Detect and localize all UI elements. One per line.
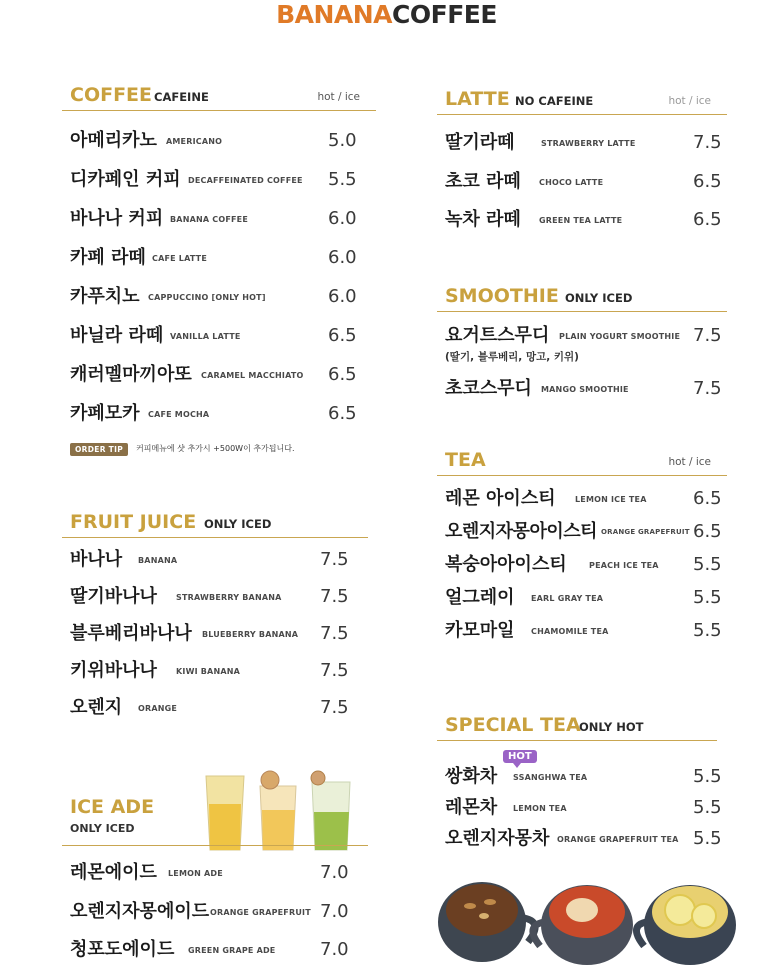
- item-price: 7.5: [693, 132, 722, 153]
- coffee-subtitle: CAFEINE: [154, 90, 209, 104]
- item-price: 6.5: [328, 325, 357, 346]
- menu-item-orange-grapefruit-ade[interactable]: [70, 899, 368, 929]
- menu-item-chamomile[interactable]: [445, 618, 727, 648]
- item-name-en: CHOCO LATTE: [539, 178, 604, 187]
- coffee-title: COFFEE: [70, 84, 153, 106]
- tea-hot-ice-label: hot / ice: [668, 456, 711, 468]
- item-price: 5.5: [693, 554, 722, 575]
- item-name-ko: 녹차 라떼: [445, 209, 521, 230]
- menu-item-banana[interactable]: [70, 547, 368, 577]
- item-name-ko: 카페모카: [70, 403, 140, 424]
- item-price: 7.5: [693, 378, 722, 399]
- item-name-en: LEMON TEA: [513, 804, 567, 813]
- special-tea-section: [437, 710, 722, 849]
- item-price: 7.5: [693, 325, 722, 346]
- menu-item-strawberry-banana[interactable]: [70, 584, 368, 614]
- item-name-en: CHAMOMILE TEA: [531, 627, 609, 636]
- menu-item-choco-smoothie[interactable]: [445, 376, 727, 406]
- order-tip-badge: ORDER TIP: [70, 443, 128, 456]
- item-name-ko: 바나나 커피: [70, 208, 164, 229]
- item-name-ko: 카페 라떼: [70, 247, 146, 268]
- item-name-en: ORANGE GRAPEFRUIT: [601, 528, 690, 536]
- fruit-juice-header: [62, 507, 368, 538]
- item-price: 7.0: [320, 901, 349, 922]
- item-name-ko: 딸기바나나: [70, 586, 157, 607]
- smoothie-subtitle: ONLY ICED: [565, 291, 633, 305]
- item-name-en: BANANA COFFEE: [170, 215, 248, 224]
- item-price: 6.5: [328, 403, 357, 424]
- menu-item-banana-coffee[interactable]: [70, 206, 376, 236]
- item-name-ko: 오렌지자몽에이드: [70, 901, 210, 922]
- item-name-ko: 딸기라떼: [445, 132, 515, 153]
- item-price: 6.5: [693, 488, 722, 509]
- item-name-ko: 복숭아아이스티: [445, 554, 567, 575]
- item-name-ko: 바나나: [70, 549, 123, 570]
- menu-item-kiwi-banana[interactable]: [70, 658, 368, 688]
- item-price: 5.5: [693, 766, 722, 787]
- coffee-header: [62, 80, 376, 111]
- smoothie-section: [437, 281, 727, 399]
- menu-item-strawberry-latte[interactable]: [445, 130, 727, 160]
- menu-item-orange-grapefruit-ice-tea[interactable]: [445, 519, 727, 549]
- item-name-en: STRAWBERRY BANANA: [176, 593, 282, 602]
- item-price: 5.0: [328, 130, 357, 151]
- item-name-ko: 쌍화차: [445, 766, 498, 787]
- menu-item-vanilla-latte[interactable]: [70, 323, 376, 353]
- menu-item-americano[interactable]: [70, 128, 376, 158]
- ice-ade-header: [62, 796, 368, 822]
- latte-subtitle: NO CAFEINE: [515, 94, 594, 108]
- item-name-en: BLUEBERRY BANANA: [202, 630, 299, 639]
- item-price: 5.5: [693, 587, 722, 608]
- item-name-ko: 바닐라 라떼: [70, 325, 164, 346]
- smoothie-title: SMOOTHIE: [445, 285, 559, 307]
- item-name-en: CARAMEL MACCHIATO: [201, 371, 304, 380]
- item-price: 7.0: [320, 939, 349, 960]
- ice-ade-divider: [62, 845, 368, 846]
- hot-badge: HOT: [503, 750, 537, 763]
- order-tip-text: 커피메뉴에 샷 추가시 +500W이 추가됩니다.: [136, 444, 295, 453]
- menu-item-orange-grapefruit-tea[interactable]: [445, 826, 722, 856]
- item-name-en: BANANA: [138, 556, 178, 565]
- menu-item-cafe-mocha[interactable]: [70, 401, 376, 431]
- item-name-ko: 청포도에이드: [70, 939, 175, 960]
- item-price: 7.5: [320, 549, 349, 570]
- item-price: 7.5: [320, 623, 349, 644]
- item-price: 6.5: [693, 171, 722, 192]
- item-name-en: ORANGE GRAPEFRUIT TEA: [557, 835, 679, 844]
- item-name-ko: 디카페인 커피: [70, 169, 181, 190]
- item-price: 6.5: [693, 521, 722, 542]
- menu-item-ssanghwa-tea[interactable]: [445, 764, 722, 794]
- menu-item-peach-ice-tea[interactable]: [445, 552, 727, 582]
- menu-item-caramel-macchiato[interactable]: [70, 362, 376, 392]
- item-name-en: VANILLA LATTE: [170, 332, 241, 341]
- item-name-ko: 아메리카노: [70, 130, 157, 151]
- tea-section: [437, 445, 727, 641]
- special-tea-title: SPECIAL TEA: [445, 714, 581, 736]
- menu-item-decaf[interactable]: [70, 167, 376, 197]
- item-price: 5.5: [693, 620, 722, 641]
- item-name-ko: 오렌지: [70, 697, 123, 718]
- item-price: 7.5: [320, 660, 349, 681]
- menu-item-lemon-tea[interactable]: [445, 795, 722, 825]
- item-name-ko: 초코 라떼: [445, 171, 521, 192]
- menu-item-choco-latte[interactable]: [445, 169, 727, 199]
- latte-section: [437, 84, 727, 230]
- tea-cups-image: [432, 870, 742, 968]
- special-tea-subtitle: ONLY HOT: [579, 720, 644, 734]
- item-name-ko: 초코스무디: [445, 378, 532, 399]
- coffee-hot-ice-label: hot / ice: [317, 91, 360, 103]
- smoothie-flavor-note: (딸기, 블루베리, 망고, 키위): [445, 351, 579, 363]
- item-name-en: GREEN GRAPE ADE: [188, 946, 276, 955]
- item-price: 6.5: [328, 364, 357, 385]
- item-price: 6.0: [328, 208, 357, 229]
- item-name-en: GREEN TEA LATTE: [539, 216, 623, 225]
- item-name-ko: 키위바나나: [70, 660, 157, 681]
- item-price: 5.5: [328, 169, 357, 190]
- item-name-en: ORANGE GRAPEFRUIT: [210, 908, 311, 917]
- item-name-en: LEMON ADE: [168, 869, 223, 878]
- item-price: 5.5: [693, 828, 722, 849]
- item-name-ko: 블루베리바나나: [70, 623, 192, 644]
- item-name-en: PEACH ICE TEA: [589, 561, 659, 570]
- tea-title: TEA: [445, 449, 486, 471]
- item-name-ko: 레몬에이드: [70, 862, 157, 883]
- item-price: 7.5: [320, 586, 349, 607]
- item-price: 7.0: [320, 862, 349, 883]
- menu-item-orange[interactable]: [70, 695, 368, 725]
- logo-part-banana: BANANA: [276, 0, 393, 29]
- menu-item-green-tea-latte[interactable]: [445, 207, 727, 237]
- ice-ade-section: [62, 796, 368, 960]
- menu-item-cappuccino[interactable]: [70, 284, 376, 314]
- smoothie-header: [437, 281, 727, 312]
- ice-ade-subtitle: ONLY ICED: [70, 822, 135, 835]
- item-price: 6.0: [328, 247, 357, 268]
- fruit-juice-section: [62, 507, 368, 718]
- item-name-en: ORANGE: [138, 704, 178, 713]
- item-price: 6.0: [328, 286, 357, 307]
- item-name-en: CAFE LATTE: [152, 254, 208, 263]
- item-name-ko: 오렌지자몽차: [445, 828, 550, 849]
- item-name-ko: 얼그레이: [445, 587, 515, 608]
- item-name-en: KIWI BANANA: [176, 667, 241, 676]
- item-name-en: SSANGHWA TEA: [513, 773, 588, 782]
- item-name-ko: 레몬차: [445, 797, 498, 818]
- menu-item-earl-grey[interactable]: [445, 585, 727, 615]
- item-name-en: CAPPUCCINO [ONLY HOT]: [148, 293, 266, 302]
- item-name-ko: 카푸치노: [70, 286, 140, 307]
- fruit-juice-title: FRUIT JUICE: [70, 511, 197, 533]
- special-tea-header: [437, 710, 717, 741]
- item-name-ko: 오렌지자몽아이스티: [445, 521, 597, 542]
- menu-item-blueberry-banana[interactable]: [70, 621, 368, 651]
- menu-item-lemon-ice-tea[interactable]: [445, 486, 727, 516]
- menu-item-green-grape-ade[interactable]: [70, 937, 368, 967]
- brand-logo: [0, 0, 773, 30]
- latte-title: LATTE: [445, 88, 510, 110]
- item-name-en: CAFE MOCHA: [148, 410, 210, 419]
- coffee-section: [62, 80, 376, 424]
- item-price: 6.5: [693, 209, 722, 230]
- item-name-en: MANGO SMOOTHIE: [541, 385, 629, 394]
- item-price: 5.5: [693, 797, 722, 818]
- item-name-ko: 요거트스무디: [445, 325, 550, 346]
- tea-header: [437, 445, 727, 476]
- fruit-juice-subtitle: ONLY ICED: [204, 517, 272, 531]
- logo-part-coffee: COFFEE: [392, 0, 497, 29]
- latte-hot-ice-label: hot / ice: [668, 95, 711, 107]
- menu-item-lemon-ade[interactable]: [70, 860, 368, 890]
- item-name-en: EARL GRAY TEA: [531, 594, 604, 603]
- item-name-en: LEMON ICE TEA: [575, 495, 647, 504]
- item-name-en: STRAWBERRY LATTE: [541, 139, 636, 148]
- latte-header: [437, 84, 727, 115]
- item-name-en: DECAFFEINATED COFFEE: [188, 176, 303, 185]
- item-name-en: PLAIN YOGURT SMOOTHIE: [559, 332, 681, 341]
- item-name-en: AMERICANO: [166, 137, 223, 146]
- item-name-ko: 카모마일: [445, 620, 515, 641]
- item-name-ko: 캐러멜마끼아또: [70, 364, 192, 385]
- menu-item-cafe-latte[interactable]: [70, 245, 376, 275]
- ice-ade-title: ICE ADE: [70, 796, 155, 818]
- item-price: 7.5: [320, 697, 349, 718]
- item-name-ko: 레몬 아이스티: [445, 488, 556, 509]
